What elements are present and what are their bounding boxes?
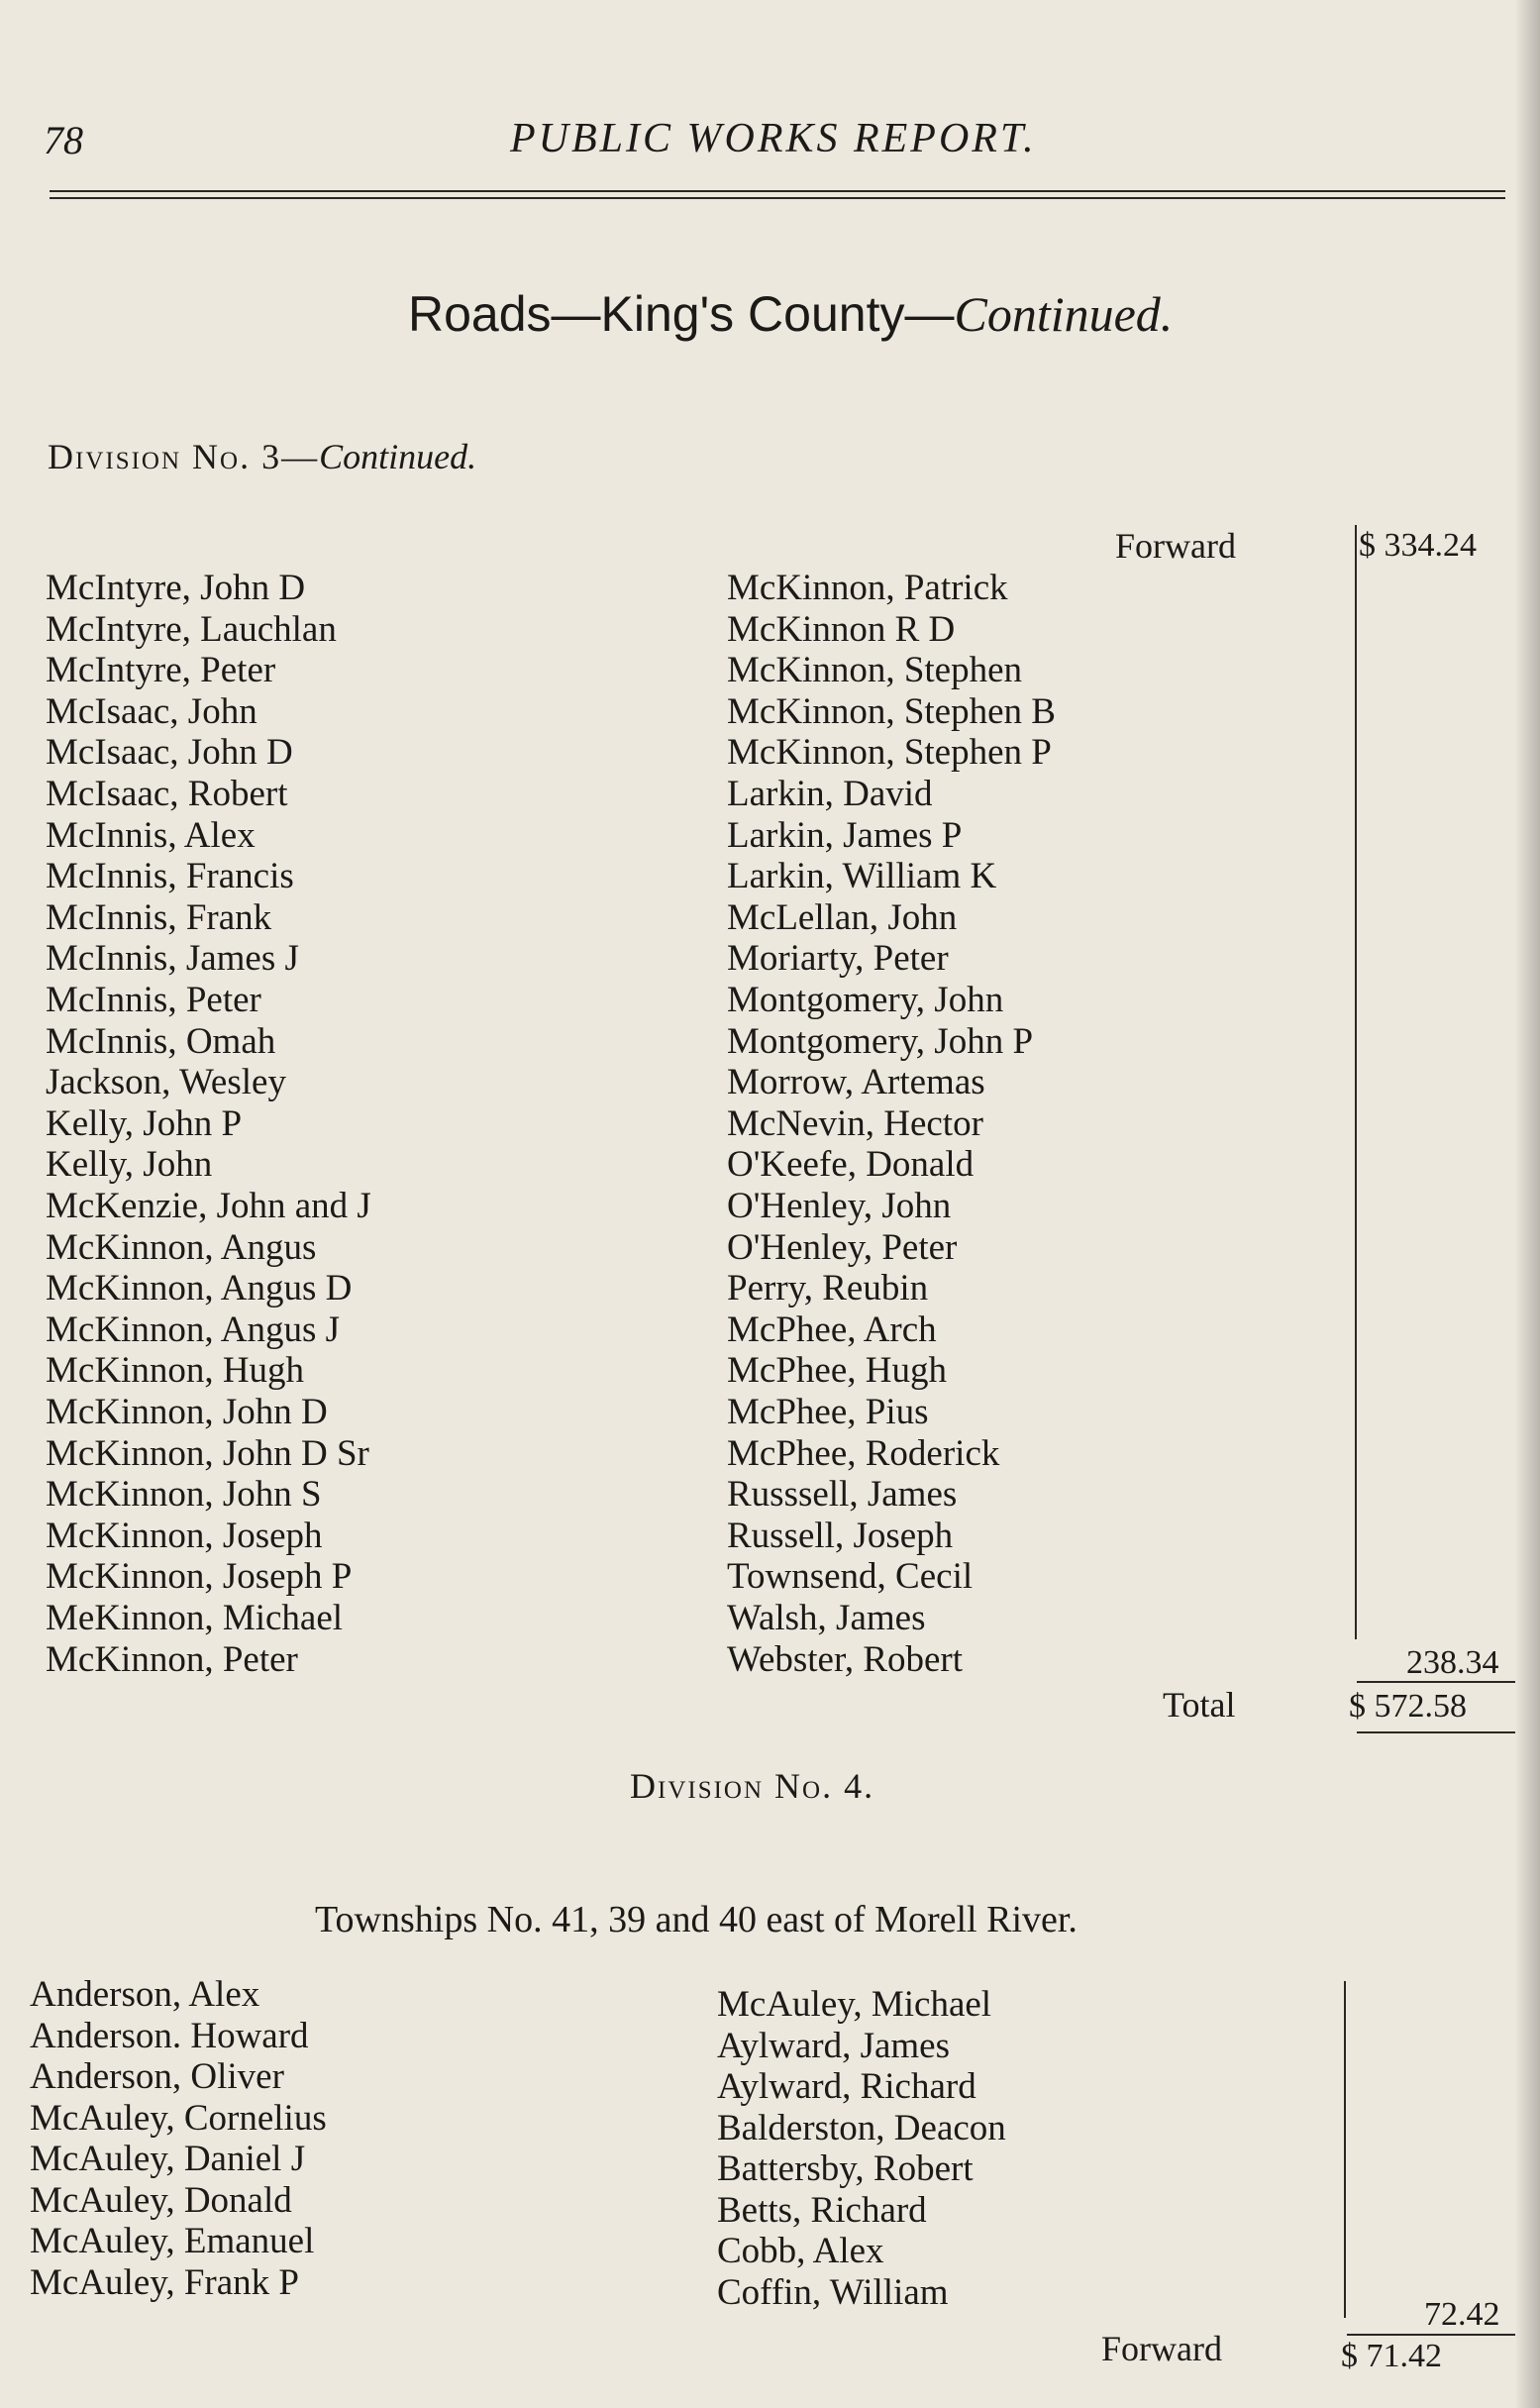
row-name: Moriarty, Peter xyxy=(727,938,949,980)
row-name: McInnis, Alex xyxy=(46,814,256,856)
row-name: McIntyre, John D xyxy=(46,568,306,608)
row-name: McKinnon, Angus xyxy=(46,1226,317,1268)
division-3-subtotal: 238.34 xyxy=(1406,1644,1499,1681)
row-name: McLellan, John xyxy=(727,896,958,938)
row-name: McNevin, Hector xyxy=(727,1102,983,1144)
row-name: Russsell, James xyxy=(727,1474,958,1516)
row-name: Montgomery, John xyxy=(727,980,1004,1020)
division-3-label: Division No. 3— xyxy=(48,437,320,476)
row-name: McInnis, James J xyxy=(46,938,299,980)
row-name: Anderson, Alex xyxy=(30,1974,260,2015)
division-4-subtotal-rule xyxy=(1347,2334,1515,2336)
row-name: Webster, Robert xyxy=(727,1638,964,1680)
row-name: Russell, Joseph xyxy=(727,1515,954,1556)
row-name: McKinnon, Stephen P xyxy=(727,732,1052,774)
row-name: McKinnon, Joseph xyxy=(46,1515,323,1556)
row-name: O'Henley, Peter xyxy=(727,1226,958,1268)
row-name: McIsaac, Robert xyxy=(46,774,288,814)
row-name: McKinnon, Stephen xyxy=(727,650,1023,691)
row-name: McAuley, Donald xyxy=(30,2179,292,2221)
row-name: Townsend, Cecil xyxy=(727,1556,974,1598)
section-title-main: Roads—King's County— xyxy=(408,286,955,342)
row-name: Walsh, James xyxy=(727,1598,926,1638)
division-3-continued: Continued. xyxy=(319,437,477,476)
row-name: O'Henley, John xyxy=(727,1186,952,1226)
townships-subheading: Townships No. 41, 39 and 40 east of Morell River. xyxy=(315,1899,1078,1940)
division-4-forward-amount: $ 71.42 xyxy=(1341,2338,1442,2374)
row-name: Aylward, Richard xyxy=(717,2066,976,2107)
row-name: O'Keefe, Donald xyxy=(727,1144,975,1186)
subtotal-rule xyxy=(1357,1681,1515,1683)
row-name: MeKinnon, Michael xyxy=(46,1598,344,1638)
row-name: McPhee, Pius xyxy=(727,1392,929,1432)
row-name: McKinnon, John S xyxy=(46,1474,322,1516)
row-name: McIsaac, John D xyxy=(46,732,293,774)
row-name: Anderson, Oliver xyxy=(30,2056,284,2097)
row-name: McAuley, Cornelius xyxy=(30,2097,327,2139)
row-name: McPhee, Hugh xyxy=(727,1350,947,1392)
row-name: McInnis, Frank xyxy=(46,896,272,938)
row-name: McKenzie, John and J xyxy=(46,1186,371,1226)
row-name: Larkin, William K xyxy=(727,856,997,897)
total-label: Total xyxy=(1163,1685,1236,1725)
row-name: McInnis, Peter xyxy=(46,980,261,1020)
section-title xyxy=(408,285,1173,343)
row-name: Perry, Reubin xyxy=(727,1268,929,1309)
row-name: Battersby, Robert xyxy=(717,2148,974,2189)
row-name: McKinnon, Patrick xyxy=(727,568,1008,608)
row-name: McInnis, Omah xyxy=(46,1020,276,1062)
row-name: Montgomery, John P xyxy=(727,1020,1034,1062)
row-name: McInnis, Francis xyxy=(46,856,294,897)
header-rule-bottom xyxy=(50,197,1505,199)
row-name: McKinnon, Joseph P xyxy=(46,1556,353,1598)
row-name: McKinnon R D xyxy=(727,608,956,650)
row-name: McAuley, Michael xyxy=(717,1984,992,2025)
row-name: Coffin, William xyxy=(717,2271,949,2313)
row-name: McAuley, Daniel J xyxy=(30,2139,306,2179)
forward-amount: $ 334.24 xyxy=(1359,527,1477,564)
row-name: Morrow, Artemas xyxy=(727,1062,985,1103)
row-name: Aylward, James xyxy=(717,2025,950,2066)
row-name: Kelly, John P xyxy=(46,1102,243,1144)
row-name: Kelly, John xyxy=(46,1144,213,1186)
row-name: McIntyre, Lauchlan xyxy=(46,608,337,650)
forward-label: Forward xyxy=(1115,526,1236,566)
total-rule xyxy=(1357,1731,1515,1733)
row-name: McKinnon, Stephen B xyxy=(727,690,1056,732)
row-name: McKinnon, Angus D xyxy=(46,1268,353,1309)
division-4-forward-label: Forward xyxy=(1101,2329,1222,2368)
section-title-continued: Continued. xyxy=(954,286,1174,342)
row-name: McKinnon, Peter xyxy=(46,1638,298,1680)
row-name: Larkin, David xyxy=(727,774,933,814)
page-number: 78 xyxy=(44,118,83,162)
running-title: PUBLIC WORKS REPORT. xyxy=(510,116,1037,161)
row-name: Balderston, Deacon xyxy=(717,2107,1006,2148)
row-name: McAuley, Frank P xyxy=(30,2261,299,2303)
division-3-heading xyxy=(48,436,476,477)
total-amount: $ 572.58 xyxy=(1349,1688,1467,1725)
division-3-column-rule xyxy=(1355,525,1357,1639)
page-edge-shadow xyxy=(1514,0,1540,2408)
row-name: Anderson. Howard xyxy=(30,2015,309,2056)
division-4-subtotal: 72.42 xyxy=(1424,2296,1500,2333)
row-name: McKinnon, John D xyxy=(46,1392,328,1432)
row-name: McIntyre, Peter xyxy=(46,650,276,691)
row-name: McPhee, Arch xyxy=(727,1309,937,1350)
row-name: Larkin, James P xyxy=(727,814,963,856)
row-name: McAuley, Emanuel xyxy=(30,2221,315,2261)
row-name: McKinnon, Angus J xyxy=(46,1309,341,1350)
row-name: McPhee, Roderick xyxy=(727,1432,1000,1474)
row-name: Jackson, Wesley xyxy=(46,1062,286,1103)
row-name: Betts, Richard xyxy=(717,2189,927,2231)
row-name: McKinnon, Hugh xyxy=(46,1350,305,1392)
division-4-column-rule xyxy=(1344,1981,1346,2318)
row-name: McIsaac, John xyxy=(46,690,257,732)
header-rule-top xyxy=(50,190,1505,192)
row-name: McKinnon, John D Sr xyxy=(46,1432,369,1474)
division-4-heading: Division No. 4. xyxy=(630,1766,875,1806)
row-name: Cobb, Alex xyxy=(717,2231,884,2271)
